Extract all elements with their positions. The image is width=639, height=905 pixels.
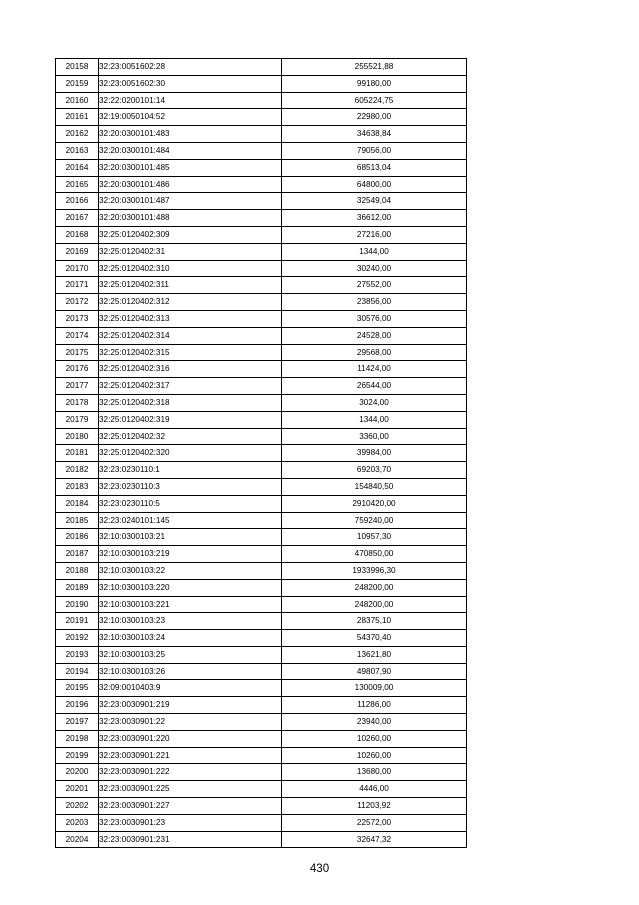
cadastral-number-cell: 32:25:0120402:311 xyxy=(99,277,282,294)
cadastral-number-cell: 32:23:0030901:220 xyxy=(99,730,282,747)
row-number-cell: 20177 xyxy=(56,378,99,395)
table-row xyxy=(56,445,467,462)
row-number-cell: 20168 xyxy=(56,226,99,243)
cadastral-number-cell: 32:25:0120402:32 xyxy=(99,428,282,445)
cadastral-number-cell: 32:25:0120402:319 xyxy=(99,411,282,428)
cadastral-number-cell: 32:22:0200101:14 xyxy=(99,92,282,109)
table-row xyxy=(56,781,467,798)
table-row xyxy=(56,226,467,243)
cadastral-number-cell: 32:10:0300103:220 xyxy=(99,579,282,596)
cadastral-number-cell: 32:23:0030901:221 xyxy=(99,747,282,764)
cadastral-value-cell: 10957,30 xyxy=(282,529,467,546)
cadastral-value-cell: 248200,00 xyxy=(282,579,467,596)
table-row xyxy=(56,495,467,512)
cadastral-value-cell: 130009,00 xyxy=(282,680,467,697)
cadastral-value-cell: 605224,75 xyxy=(282,92,467,109)
row-number-cell: 20199 xyxy=(56,747,99,764)
cadastral-value-cell: 24528,00 xyxy=(282,327,467,344)
cadastral-number-cell: 32:23:0051602:28 xyxy=(99,59,282,76)
cadastral-number-cell: 32:25:0120402:317 xyxy=(99,378,282,395)
cadastral-number-cell: 32:10:0300103:23 xyxy=(99,613,282,630)
cadastral-value-cell: 32549,04 xyxy=(282,193,467,210)
row-number-cell: 20180 xyxy=(56,428,99,445)
table-row xyxy=(56,831,467,848)
row-number-cell: 20182 xyxy=(56,462,99,479)
cadastral-value-cell: 69203,70 xyxy=(282,462,467,479)
row-number-cell: 20172 xyxy=(56,294,99,311)
cadastral-value-cell: 22572,00 xyxy=(282,814,467,831)
row-number-cell: 20170 xyxy=(56,260,99,277)
row-number-cell: 20196 xyxy=(56,697,99,714)
cadastral-number-cell: 32:25:0120402:314 xyxy=(99,327,282,344)
page-number: 430 xyxy=(309,863,330,875)
table-row xyxy=(56,210,467,227)
table-row xyxy=(56,327,467,344)
cadastral-number-cell: 32:25:0120402:320 xyxy=(99,445,282,462)
cadastral-number-cell: 32:25:0120402:318 xyxy=(99,394,282,411)
table-row xyxy=(56,59,467,76)
table-row xyxy=(56,159,467,176)
cadastral-value-cell: 1344,00 xyxy=(282,243,467,260)
cadastral-value-cell: 3024,00 xyxy=(282,394,467,411)
cadastral-value-cell: 3360,00 xyxy=(282,428,467,445)
table-row xyxy=(56,714,467,731)
row-number-cell: 20160 xyxy=(56,92,99,109)
cadastral-value-cell: 32647,32 xyxy=(282,831,467,848)
table-row xyxy=(56,142,467,159)
row-number-cell: 20193 xyxy=(56,646,99,663)
cadastral-value-cell: 28375,10 xyxy=(282,613,467,630)
table-row xyxy=(56,630,467,647)
row-number-cell: 20158 xyxy=(56,59,99,76)
cadastral-value-cell: 49807,90 xyxy=(282,663,467,680)
table-row xyxy=(56,798,467,815)
cadastral-value-cell: 34638,84 xyxy=(282,126,467,143)
table-row xyxy=(56,193,467,210)
cadastral-number-cell: 32:25:0120402:313 xyxy=(99,310,282,327)
cadastral-number-cell: 32:10:0300103:22 xyxy=(99,562,282,579)
cadastral-number-cell: 32:19:0050104:52 xyxy=(99,109,282,126)
cadastral-number-cell: 32:25:0120402:310 xyxy=(99,260,282,277)
row-number-cell: 20164 xyxy=(56,159,99,176)
table-row xyxy=(56,243,467,260)
table-row xyxy=(56,646,467,663)
cadastral-value-cell: 23856,00 xyxy=(282,294,467,311)
cadastral-value-cell: 99180,00 xyxy=(282,75,467,92)
cadastral-value-cell: 154840,50 xyxy=(282,478,467,495)
cadastral-number-cell: 32:20:0300101:483 xyxy=(99,126,282,143)
table-row xyxy=(56,663,467,680)
row-number-cell: 20185 xyxy=(56,512,99,529)
cadastral-value-cell: 248200,00 xyxy=(282,596,467,613)
cadastral-value-cell: 13680,00 xyxy=(282,764,467,781)
table-row xyxy=(56,596,467,613)
cadastral-number-cell: 32:20:0300101:487 xyxy=(99,193,282,210)
cadastral-value-cell: 1933996,30 xyxy=(282,562,467,579)
table-row xyxy=(56,814,467,831)
table-row xyxy=(56,260,467,277)
row-number-cell: 20191 xyxy=(56,613,99,630)
row-number-cell: 20195 xyxy=(56,680,99,697)
cadastral-value-cell: 39984,00 xyxy=(282,445,467,462)
cadastral-value-cell: 79056,00 xyxy=(282,142,467,159)
cadastral-number-cell: 32:25:0120402:315 xyxy=(99,344,282,361)
cadastral-value-cell: 470850,00 xyxy=(282,546,467,563)
cadastral-number-cell: 32:23:0030901:222 xyxy=(99,764,282,781)
cadastral-value-cell: 29568,00 xyxy=(282,344,467,361)
cadastral-value-cell: 30576,00 xyxy=(282,310,467,327)
cadastral-value-cell: 11424,00 xyxy=(282,361,467,378)
table-row xyxy=(56,697,467,714)
cadastral-number-cell: 32:23:0230110:3 xyxy=(99,478,282,495)
table-row xyxy=(56,310,467,327)
cadastral-value-cell: 26544,00 xyxy=(282,378,467,395)
cadastral-value-cell: 64800,00 xyxy=(282,176,467,193)
cadastral-value-cell: 68513,04 xyxy=(282,159,467,176)
row-number-cell: 20175 xyxy=(56,344,99,361)
row-number-cell: 20181 xyxy=(56,445,99,462)
cadastral-number-cell: 32:10:0300103:219 xyxy=(99,546,282,563)
table-row xyxy=(56,747,467,764)
cadastral-value-cell: 27552,00 xyxy=(282,277,467,294)
row-number-cell: 20179 xyxy=(56,411,99,428)
cadastral-value-cell: 23940,00 xyxy=(282,714,467,731)
table-row xyxy=(56,277,467,294)
cadastral-value-cell: 13621,80 xyxy=(282,646,467,663)
cadastral-number-cell: 32:23:0030901:231 xyxy=(99,831,282,848)
cadastral-value-cell: 4446,00 xyxy=(282,781,467,798)
table-row xyxy=(56,294,467,311)
row-number-cell: 20198 xyxy=(56,730,99,747)
table-row xyxy=(56,764,467,781)
cadastral-value-cell: 1344,00 xyxy=(282,411,467,428)
row-number-cell: 20202 xyxy=(56,798,99,815)
table-row xyxy=(56,462,467,479)
cadastral-number-cell: 32:23:0030901:227 xyxy=(99,798,282,815)
table-row xyxy=(56,478,467,495)
cadastral-number-cell: 32:20:0300101:488 xyxy=(99,210,282,227)
row-number-cell: 20188 xyxy=(56,562,99,579)
row-number-cell: 20162 xyxy=(56,126,99,143)
cadastral-number-cell: 32:23:0230110:1 xyxy=(99,462,282,479)
cadastral-value-cell: 27216,00 xyxy=(282,226,467,243)
row-number-cell: 20163 xyxy=(56,142,99,159)
row-number-cell: 20187 xyxy=(56,546,99,563)
row-number-cell: 20200 xyxy=(56,764,99,781)
cadastral-number-cell: 32:23:0030901:23 xyxy=(99,814,282,831)
cadastral-number-cell: 32:25:0120402:316 xyxy=(99,361,282,378)
cadastral-number-cell: 32:23:0030901:219 xyxy=(99,697,282,714)
cadastral-value-cell: 2910420,00 xyxy=(282,495,467,512)
cadastral-number-cell: 32:23:0051602:30 xyxy=(99,75,282,92)
table-row xyxy=(56,126,467,143)
table-row xyxy=(56,394,467,411)
table-row xyxy=(56,176,467,193)
table-row xyxy=(56,109,467,126)
table-row xyxy=(56,512,467,529)
table-row xyxy=(56,411,467,428)
cadastral-number-cell: 32:23:0030901:225 xyxy=(99,781,282,798)
cadastral-value-cell: 36612,00 xyxy=(282,210,467,227)
cadastral-value-cell: 11203,92 xyxy=(282,798,467,815)
row-number-cell: 20183 xyxy=(56,478,99,495)
cadastral-number-cell: 32:10:0300103:25 xyxy=(99,646,282,663)
cadastral-number-cell: 32:20:0300101:485 xyxy=(99,159,282,176)
cadastral-number-cell: 32:23:0240101:145 xyxy=(99,512,282,529)
table-row xyxy=(56,613,467,630)
row-number-cell: 20203 xyxy=(56,814,99,831)
table-row xyxy=(56,378,467,395)
row-number-cell: 20184 xyxy=(56,495,99,512)
cadastral-value-cell: 22980,00 xyxy=(282,109,467,126)
row-number-cell: 20171 xyxy=(56,277,99,294)
cadastral-number-cell: 32:10:0300103:24 xyxy=(99,630,282,647)
cadastral-value-cell: 759240,00 xyxy=(282,512,467,529)
cadastral-number-cell: 32:25:0120402:31 xyxy=(99,243,282,260)
cadastral-number-cell: 32:25:0120402:309 xyxy=(99,226,282,243)
cadastral-number-cell: 32:20:0300101:484 xyxy=(99,142,282,159)
row-number-cell: 20178 xyxy=(56,394,99,411)
table-row xyxy=(56,680,467,697)
cadastral-number-cell: 32:25:0120402:312 xyxy=(99,294,282,311)
table-row xyxy=(56,579,467,596)
cadastral-number-cell: 32:10:0300103:21 xyxy=(99,529,282,546)
row-number-cell: 20169 xyxy=(56,243,99,260)
row-number-cell: 20190 xyxy=(56,596,99,613)
table-body xyxy=(56,59,467,848)
row-number-cell: 20192 xyxy=(56,630,99,647)
cadastral-value-cell: 54370,40 xyxy=(282,630,467,647)
row-number-cell: 20204 xyxy=(56,831,99,848)
table-row xyxy=(56,529,467,546)
row-number-cell: 20176 xyxy=(56,361,99,378)
table-row xyxy=(56,361,467,378)
row-number-cell: 20167 xyxy=(56,210,99,227)
table-row xyxy=(56,546,467,563)
row-number-cell: 20194 xyxy=(56,663,99,680)
row-number-cell: 20166 xyxy=(56,193,99,210)
cadastral-value-cell: 10260,00 xyxy=(282,730,467,747)
row-number-cell: 20189 xyxy=(56,579,99,596)
cadastral-value-cell: 11286,00 xyxy=(282,697,467,714)
cadastral-number-cell: 32:20:0300101:486 xyxy=(99,176,282,193)
row-number-cell: 20161 xyxy=(56,109,99,126)
table-row xyxy=(56,730,467,747)
cadastral-number-cell: 32:23:0030901:22 xyxy=(99,714,282,731)
cadastral-value-cell: 255521,88 xyxy=(282,59,467,76)
row-number-cell: 20201 xyxy=(56,781,99,798)
table-row xyxy=(56,562,467,579)
cadastral-value-table xyxy=(55,58,467,848)
table-row xyxy=(56,344,467,361)
table-row xyxy=(56,75,467,92)
cadastral-value-cell: 10260,00 xyxy=(282,747,467,764)
table-row xyxy=(56,428,467,445)
row-number-cell: 20197 xyxy=(56,714,99,731)
cadastral-value-cell: 30240,00 xyxy=(282,260,467,277)
row-number-cell: 20165 xyxy=(56,176,99,193)
row-number-cell: 20173 xyxy=(56,310,99,327)
cadastral-number-cell: 32:09:0010403:9 xyxy=(99,680,282,697)
row-number-cell: 20174 xyxy=(56,327,99,344)
cadastral-number-cell: 32:10:0300103:221 xyxy=(99,596,282,613)
cadastral-number-cell: 32:10:0300103:26 xyxy=(99,663,282,680)
cadastral-number-cell: 32:23:0230110:5 xyxy=(99,495,282,512)
row-number-cell: 20186 xyxy=(56,529,99,546)
table-row xyxy=(56,92,467,109)
row-number-cell: 20159 xyxy=(56,75,99,92)
